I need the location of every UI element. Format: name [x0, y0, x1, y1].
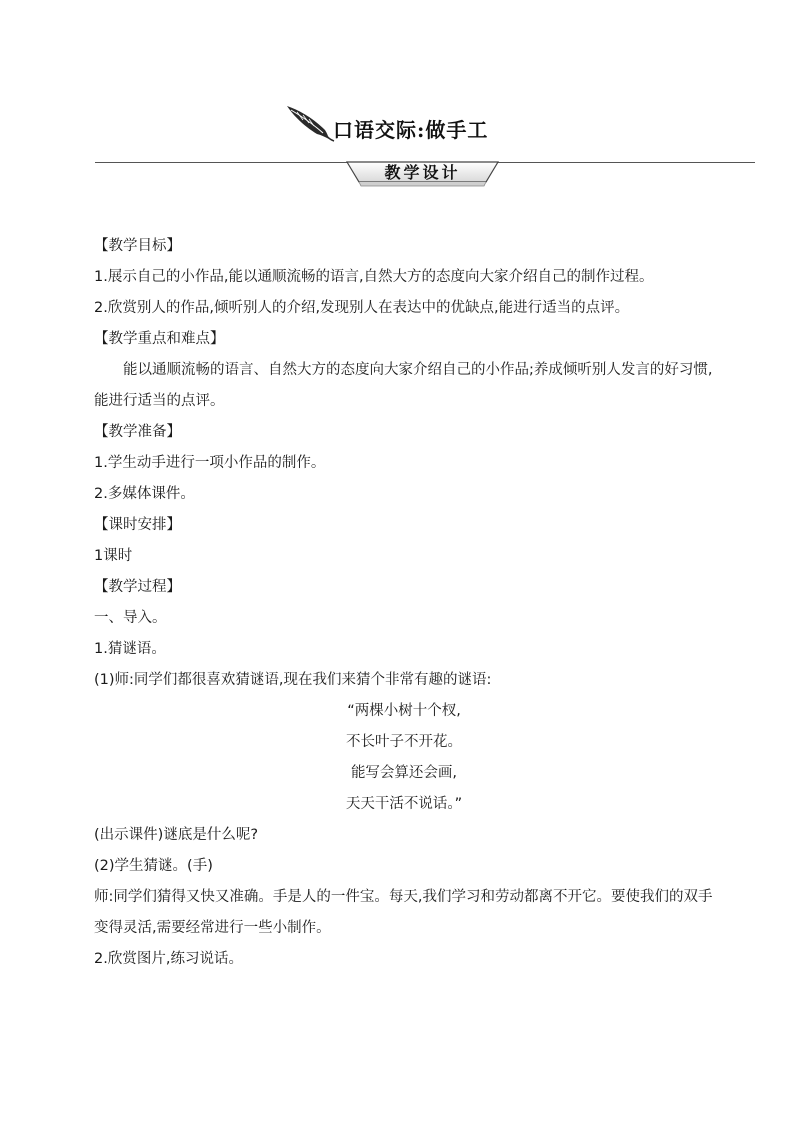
section-tab: [345, 156, 500, 188]
prep-1: 1.学生动手进行一项小作品的制作。: [94, 455, 326, 471]
lesson-body: [94, 231, 714, 975]
heading-schedule: 【课时安排】: [94, 517, 181, 533]
riddle-line-1: “两棵小树十个杈,: [347, 703, 461, 719]
step-1: 一、导入。: [94, 610, 167, 626]
teacher-remark: 师:同学们猜得又快又准确。手是人的一件宝。每天,我们学习和劳动都离不开它。要使我们的双手变得灵活,需要经常进行一些小制作。: [94, 889, 713, 936]
heading-process: 【教学过程】: [94, 579, 181, 595]
riddle-question: (出示课件)谜底是什么呢?: [94, 827, 259, 843]
riddle-line-4: 天天干活不说话。”: [345, 796, 463, 812]
section-label: 教学设计: [384, 163, 461, 182]
riddle-line-2: 不长叶子不开花。: [346, 734, 462, 750]
goal-2: 2.欣赏别人的作品,倾听别人的介绍,发现别人在表达中的优缺点,能进行适当的点评。: [94, 300, 630, 316]
quill-pen-icon: [285, 104, 335, 142]
schedule: 1课时: [94, 548, 133, 564]
title-row: [0, 104, 794, 144]
riddle-line-3: 能写会算还会画,: [350, 765, 458, 781]
heading-key-points: 【教学重点和难点】: [94, 331, 225, 347]
goal-1: 1.展示自己的小作品,能以通顺流畅的语言,自然大方的态度向大家介绍自己的制作过程。: [94, 269, 654, 285]
key-points: 能以通顺流畅的语言、自然大方的态度向大家介绍自己的小作品;养成倾听别人发言的好习惯,能进行适当的点评。: [94, 362, 713, 409]
step-1-1: 1.猜谜语。: [94, 641, 166, 657]
page-title: 口语交际:做手工: [333, 118, 489, 142]
heading-prep: 【教学准备】: [94, 424, 181, 440]
step-1-1-b: (2)学生猜谜。(手): [94, 858, 213, 874]
prep-2: 2.多媒体课件。: [94, 486, 195, 502]
heading-goals: 【教学目标】: [94, 238, 181, 254]
step-1-1-a: (1)师:同学们都很喜欢猜谜语,现在我们来猜个非常有趣的谜语:: [94, 672, 492, 688]
step-1-2: 2.欣赏图片,练习说话。: [94, 951, 243, 967]
